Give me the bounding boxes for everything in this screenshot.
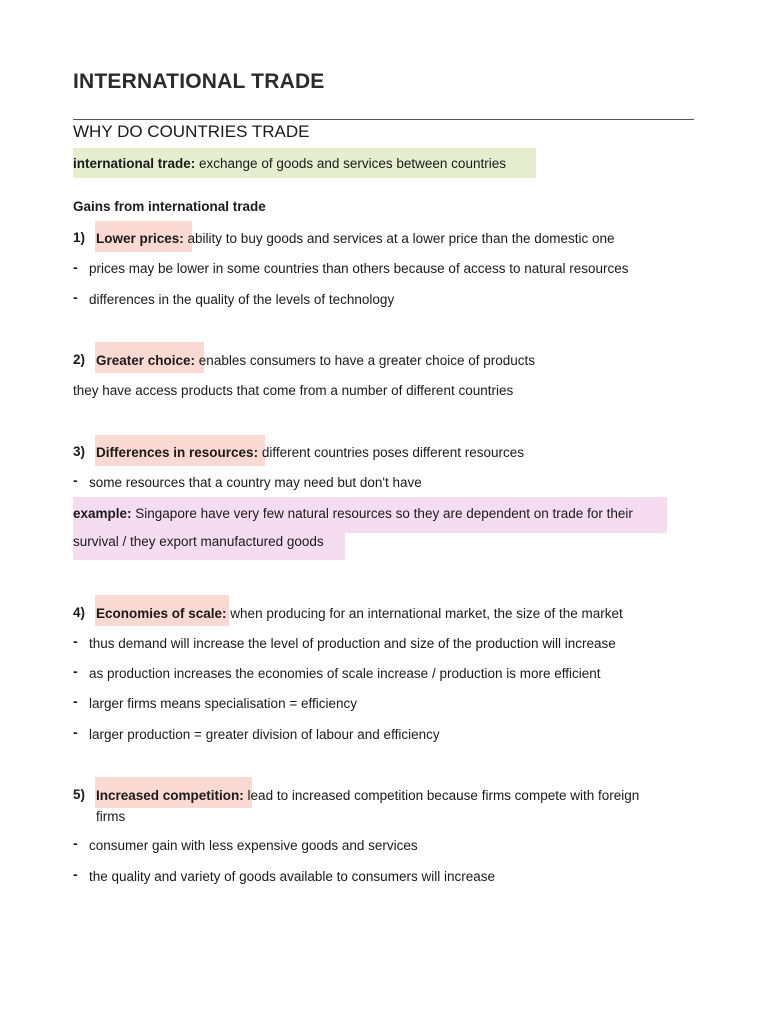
definition-text: exchange of goods and services between countries [195,156,506,171]
point-4 [96,605,623,622]
title-divider [73,119,694,120]
example-label: example: [73,506,132,521]
point-1-number: 1) [73,230,86,245]
point-1-text: ability to buy goods and services at a lower price than the domestic one [183,231,615,246]
point-5-text: lead to increased competition because firms compete with foreign [243,788,640,803]
point-2 [96,352,535,369]
point-5-continuation: firms [96,809,126,824]
example-line-2: survival / they export manufactured goods [73,534,324,549]
point-1-bullet-1: prices may be lower in some countries than others because of access to natural resources [89,261,629,276]
point-2-extra: they have access products that come from a number of different countries [73,383,514,398]
section-title: WHY DO COUNTRIES TRADE [73,122,310,141]
point-2-text: enables consumers to have a greater choice of products [195,353,535,368]
point-4-bullet-1: thus demand will increase the level of production and size of the production will increase [89,636,616,651]
definition [73,155,506,172]
point-4-text: when producing for an international market, the size of the market [226,606,623,621]
bullet-dash: - [73,724,78,740]
bullet-dash: - [73,866,78,882]
definition-term: international trade: [73,156,196,171]
point-3-text: different countries poses different resources [258,445,524,460]
point-3-term: Differences in resources: [96,445,259,460]
point-1 [96,230,615,247]
point-3 [96,444,524,461]
bullet-dash: - [73,289,78,305]
point-4-bullet-2: as production increases the economies of scale increase / production is more efficient [89,666,601,681]
bullet-dash: - [73,663,78,679]
example-text: Singapore have very few natural resources so they are dependent on trade for their [131,506,633,521]
point-4-term: Economies of scale: [96,606,227,621]
point-3-number: 3) [73,444,86,459]
gains-heading: Gains from international trade [73,199,266,214]
point-2-term: Greater choice: [96,353,196,368]
point-5 [96,787,639,804]
point-5-bullet-1: consumer gain with less expensive goods and services [89,838,418,853]
bullet-dash: - [73,633,78,649]
page-title: INTERNATIONAL TRADE [73,70,325,93]
bullet-dash: - [73,472,78,488]
point-1-bullet-2: differences in the quality of the levels of technology [89,292,395,307]
bullet-dash: - [73,259,78,275]
point-5-term: Increased competition: [96,788,244,803]
point-1-term: Lower prices: [96,231,184,246]
point-2-number: 2) [73,352,86,367]
point-4-number: 4) [73,605,86,620]
bullet-dash: - [73,835,78,851]
point-4-bullet-4: larger production = greater division of labour and efficiency [89,727,440,742]
point-5-number: 5) [73,787,86,802]
bullet-dash: - [73,693,78,709]
point-4-bullet-3: larger firms means specialisation = efficiency [89,696,357,711]
example-line-1 [73,505,633,522]
point-3-bullet-1: some resources that a country may need but don't have [89,475,422,490]
point-5-bullet-2: the quality and variety of goods available to consumers will increase [89,869,495,884]
